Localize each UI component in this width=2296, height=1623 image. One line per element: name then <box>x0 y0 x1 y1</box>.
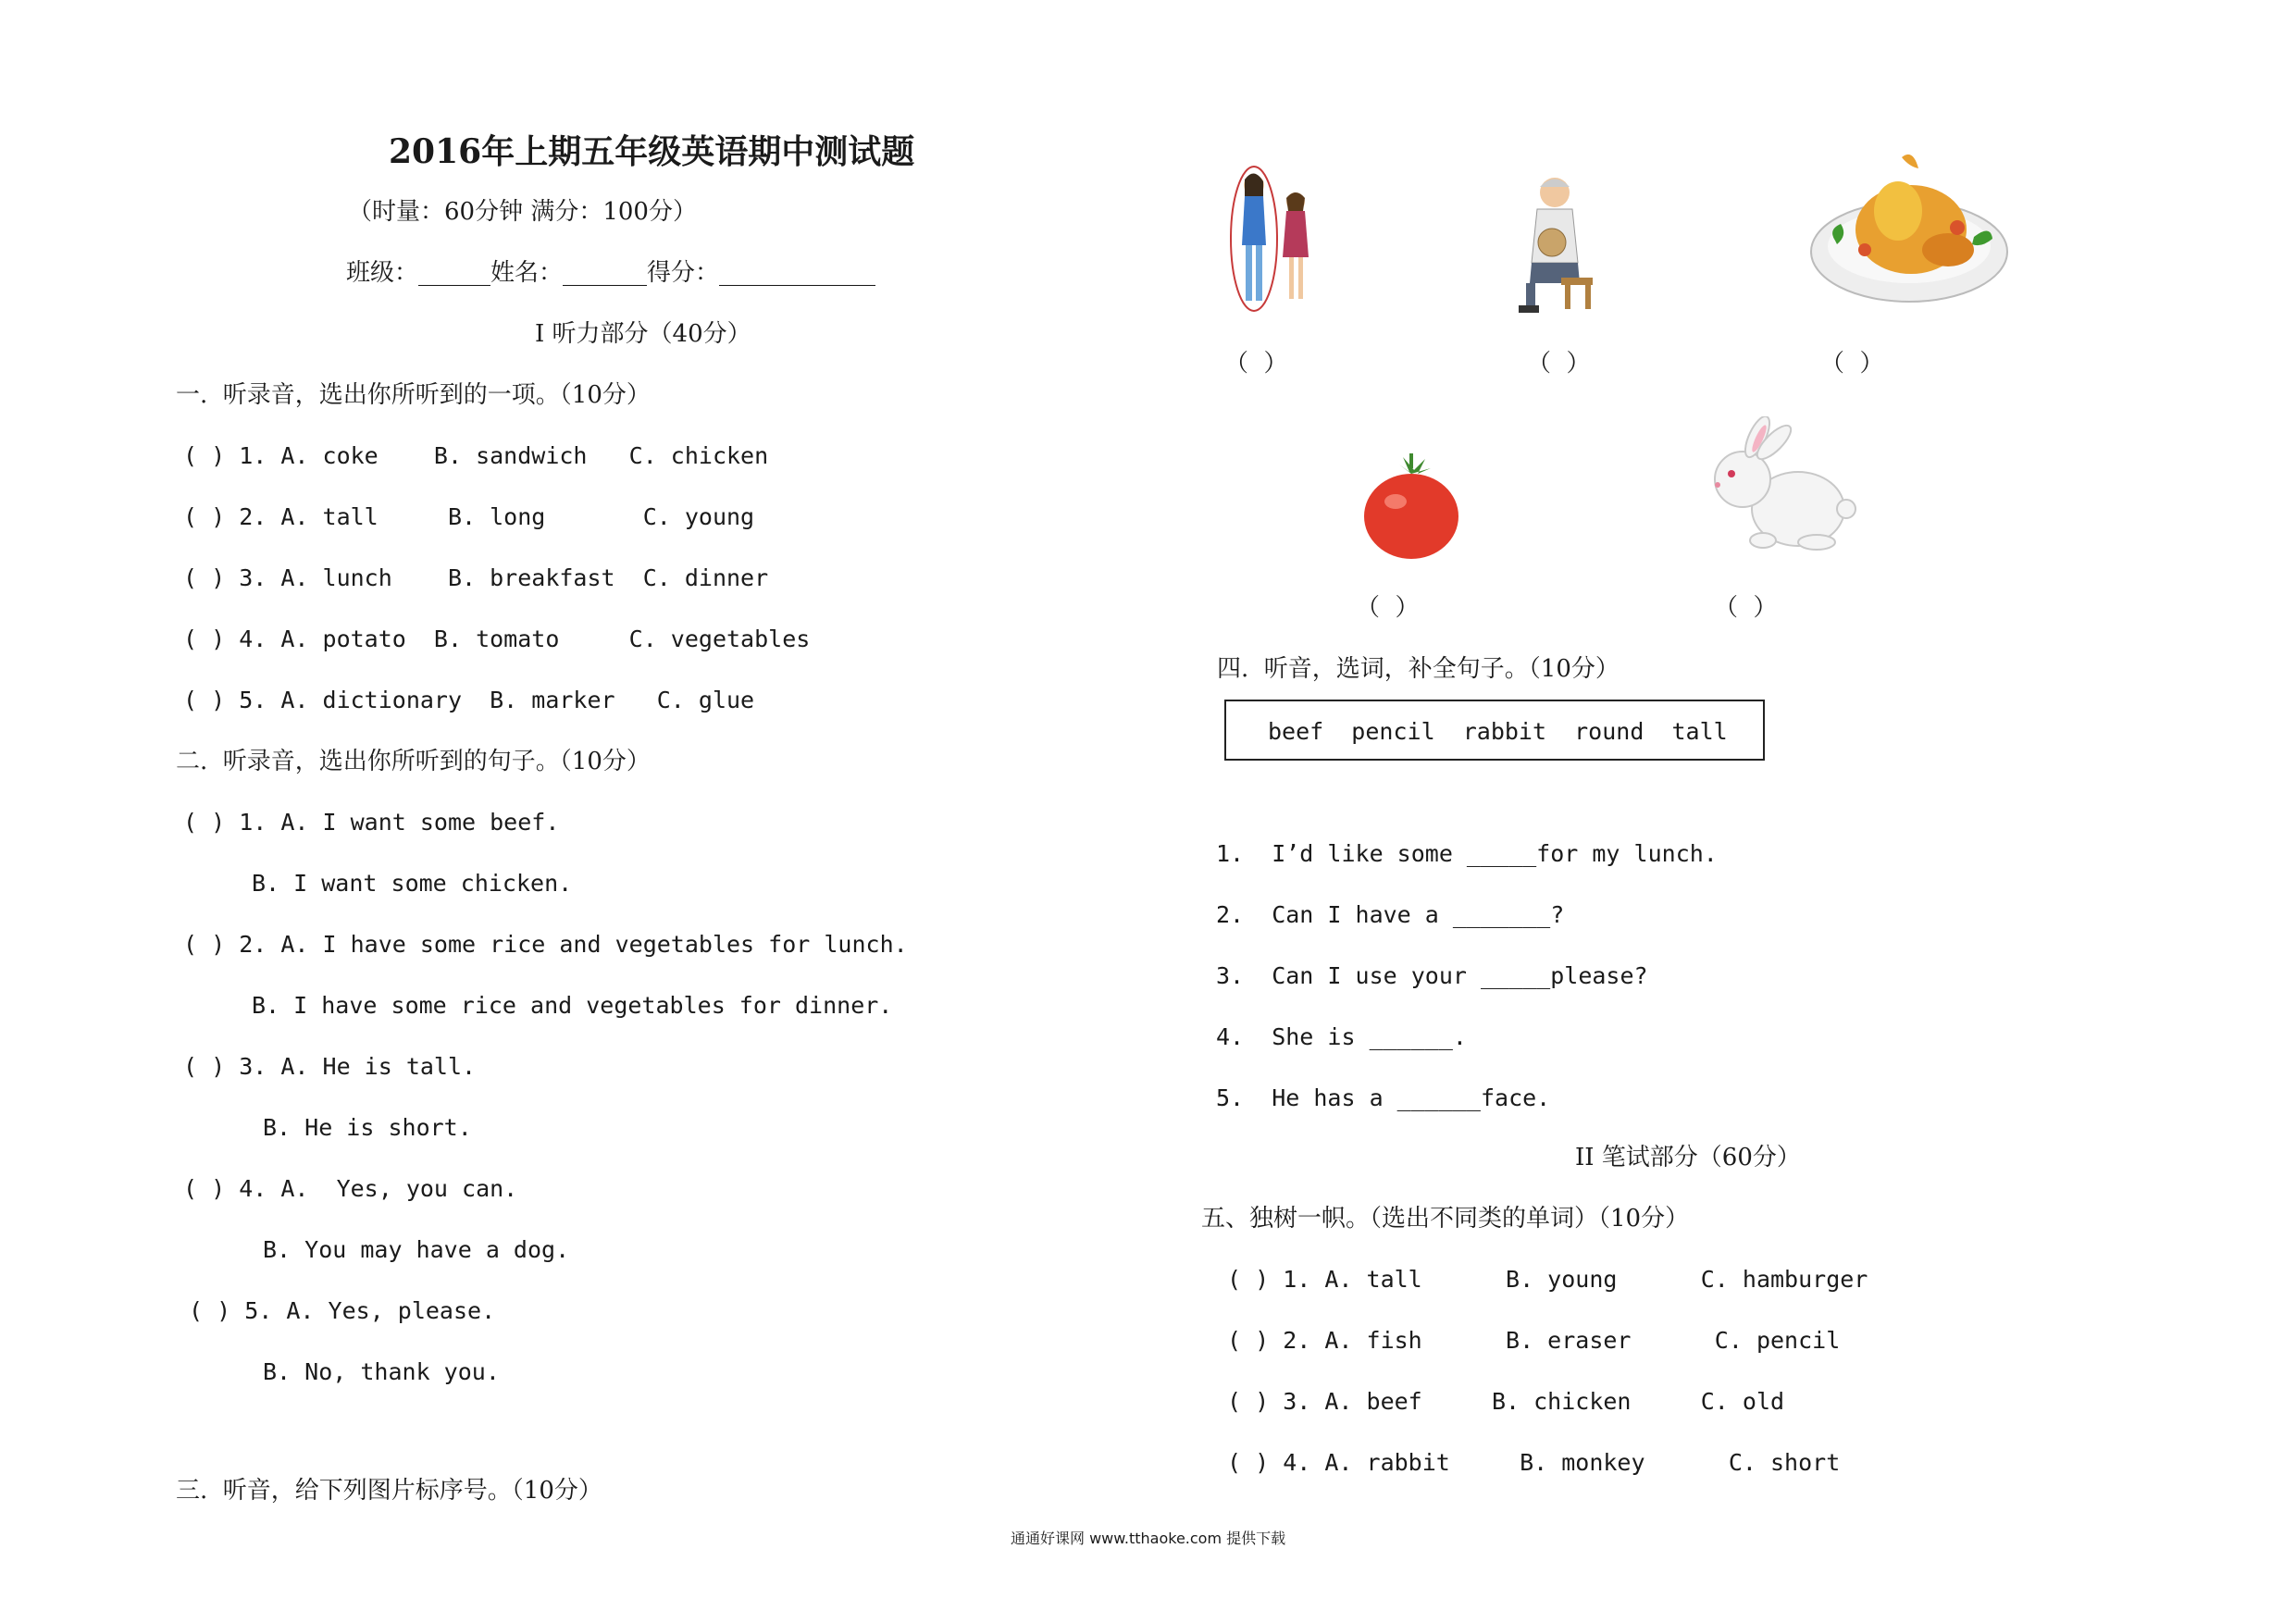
picture-5-blank: （ ） <box>1714 594 1778 622</box>
s2-line-3: ( ) 2. A. I have some rice and vegetables for lunch. <box>183 931 908 958</box>
picture-2-blank: （ ） <box>1527 350 1591 378</box>
s5-item-4: ( ) 4. A. rabbit B. monkey C. short <box>1227 1449 1841 1476</box>
picture-3-blank: （ ） <box>1820 350 1884 378</box>
roast-chicken-icon <box>1809 148 2013 315</box>
s4-item-3: 3. Can I use your _____please? <box>1216 962 1648 989</box>
s2-line-10: B. No, thank you. <box>263 1358 500 1385</box>
s2-line-8: B. You may have a dog. <box>263 1236 570 1263</box>
section3-heading: 三. 听音，给下列图片标序号。（10分） <box>176 1477 602 1505</box>
word-bank-words: beef pencil rabbit round tall <box>1268 718 1728 745</box>
s1-item-2: ( ) 2. A. tall B. long C. young <box>183 503 755 530</box>
s2-line-5: ( ) 3. A. He is tall. <box>183 1053 477 1080</box>
tomato-icon <box>1360 452 1462 563</box>
info-line: 班级：______姓名：_______得分：_____________ <box>346 259 876 287</box>
s4-item-2: 2. Can I have a _______? <box>1216 901 1565 928</box>
s1-item-1: ( ) 1. A. coke B. sandwich C. chicken <box>183 442 769 469</box>
old-man-sitting-icon <box>1504 167 1606 315</box>
two-women-talking-icon <box>1222 157 1323 315</box>
s4-item-1: 1. I’d like some _____for my lunch. <box>1216 840 1718 867</box>
s5-item-3: ( ) 3. A. beef B. chicken C. old <box>1227 1388 1785 1415</box>
section2-heading: 二. 听录音，选出你所听到的句子。（10分） <box>176 748 651 775</box>
s1-item-4: ( ) 4. A. potato B. tomato C. vegetables <box>183 626 811 652</box>
s5-item-1: ( ) 1. A. tall B. young C. hamburger <box>1227 1266 1868 1293</box>
section4-heading: 四. 听音，选词，补全句子。（10分） <box>1217 655 1620 683</box>
footer-credit: 通通好课网 www.tthaoke.com 提供下载 <box>1011 1530 1286 1547</box>
s2-line-2: B. I want some chicken. <box>252 870 573 897</box>
page-title: 2016年上期五年级英语期中测试题 <box>389 132 915 171</box>
s5-item-2: ( ) 2. A. fish B. eraser C. pencil <box>1227 1327 1841 1354</box>
s1-item-5: ( ) 5. A. dictionary B. marker C. glue <box>183 687 755 713</box>
s2-line-1: ( ) 1. A. I want some beef. <box>183 809 560 836</box>
s4-item-5: 5. He has a ______face. <box>1216 1084 1551 1111</box>
s2-line-4: B. I have some rice and vegetables for dinner. <box>252 992 893 1019</box>
time-note: （时量：60分钟 满分：100分） <box>348 198 697 226</box>
s4-item-4: 4. She is ______. <box>1216 1023 1467 1050</box>
part1-heading: Ⅰ 听力部分（40分） <box>535 320 751 348</box>
s2-line-6: B. He is short. <box>263 1114 472 1141</box>
picture-4-blank: （ ） <box>1356 594 1420 622</box>
part2-heading: II 笔试部分（60分） <box>1575 1144 1801 1171</box>
rabbit-icon <box>1698 416 1860 563</box>
s1-item-3: ( ) 3. A. lunch B. breakfast C. dinner <box>183 564 769 591</box>
s2-line-9: ( ) 5. A. Yes, please. <box>189 1297 496 1324</box>
section1-heading: 一. 听录音，选出你所听到的一项。（10分） <box>176 381 651 409</box>
s2-line-7: ( ) 4. A. Yes, you can. <box>183 1175 518 1202</box>
section5-heading: 五、独树一帜。（选出不同类的单词）（10分） <box>1201 1205 1690 1233</box>
picture-1-blank: （ ） <box>1224 350 1288 378</box>
